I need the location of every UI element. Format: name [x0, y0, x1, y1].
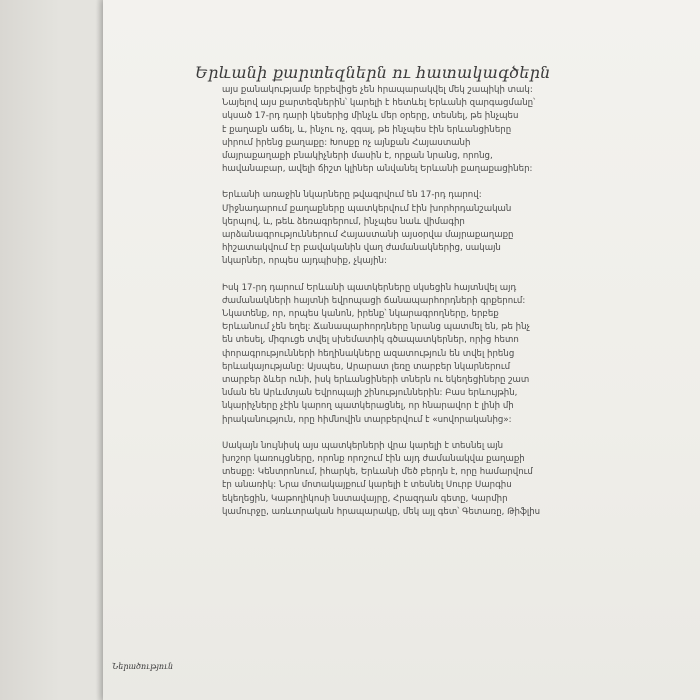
body-text	[222, 84, 578, 532]
text-line: Երևանում չեն եղել: Ճանապարհորդները նրանց պատմել են, թե ինչ	[222, 322, 531, 333]
text-line: սիրում իրենց քաղաքը: Խոսքը ոչ այնքան Հայաստանի	[222, 137, 471, 148]
text-line: խոշոր կառույցները, որոնք որոշում էին այդ ժամանակվա քաղաքի	[222, 454, 525, 465]
text-line: մայրաքաղաքի բնակիչների մասին է, որքան նրանց, որոնց,	[222, 151, 493, 162]
paragraph-4	[222, 440, 578, 519]
text-line: է քաղաքն աճել, և, ինչու ոչ, զգալ, թե ինչպես էին երևանցիները	[222, 124, 512, 135]
page-title: Երևանի քարտեզներն ու հատակագծերն	[195, 63, 551, 82]
text-line: կամուրջը, առևտրական հրապարակը, մեկ այլ գետ՝ Գետառը, Թիֆլիս	[222, 506, 541, 517]
text-line: Իսկ 17-րդ դարում Երևանի պատկերները սկսեցին հայտնվել այդ	[222, 282, 517, 293]
text-line: Երևանի առաջին նկարները թվագրվում են 17-րդ դարով:	[222, 190, 482, 201]
text-line: այս քանակությամբ երբեվիցե չեն հրապարակվել մեկ շապիկի տակ:	[222, 85, 533, 95]
running-footer: Ներածություն	[112, 662, 174, 671]
text-line: ժամանակների հայտնի եվրոպացի ճանապարհորդների գրքերում:	[222, 295, 526, 306]
text-line: իրականություն, որը հիմնովին տարբերվում է «սովորականից»:	[222, 414, 512, 425]
paragraph-1	[222, 84, 578, 176]
text-line: նման են Արևմտյան Եվրոպայի շինություններին: Բաս երևույթին,	[222, 388, 518, 399]
text-line: Նայելով այս քարտեզներին՝ կարելի է հետևել Երևանի զարգացմանը՝	[222, 98, 536, 109]
text-line: Նկատենք, որ, որպես կանոն, իրենք՝ նկարագրողները, երբեք	[222, 309, 499, 320]
text-line: եկեղեցին, Կաթողիկոսի նստավայրը, Հրազդան գետը, Կարմիր	[222, 493, 508, 504]
text-line: սկսած 17-րդ դարի կեսերից մինչև մեր օրերը, տեսնել, թե ինչպես	[222, 111, 519, 122]
text-line: էր անառիկ: Նրա մոտակայքում կարելի է տեսնել Սուրբ Սարգիս	[222, 480, 512, 491]
text-line: արձանագրություններում Հայաստանի այսօրվա մայրաքաղաքը	[222, 230, 514, 241]
text-line: տեսքը: Կենտրոնում, իհարկե, Երևանի մեծ բերդն է, որը համարվում	[222, 467, 533, 478]
text-line: հիշատակվում էր բավականին վաղ ժամանակներից, սակայն	[222, 243, 501, 254]
text-line: են տեսել, միգուցե տվել սխեմատիկ գծապատկերներ, որից հետո	[222, 335, 519, 346]
text-line: տարբեր ձևեր ունի, իսկ երևանցիների տներն ու եկեղեցիները շատ	[222, 375, 530, 386]
paragraph-3	[222, 282, 578, 427]
text-line: նկարներ, որպես այդպիսիք, չկային:	[222, 256, 387, 267]
text-line: Միջնադարում քաղաքները պատկերվում էին խորհրդանշական	[222, 203, 512, 214]
text-line: Սակայն նույնիսկ այս պատկերների վրա կարելի է տեսնել այն	[222, 440, 504, 451]
text-line: երևակայությանը: Այսպես, Արարատ լեռը տարբեր նկարներում	[222, 361, 511, 372]
text-line: փորագրությունների հեղինակները ազատություն են տվել իրենց	[222, 348, 515, 359]
text-line: հավանաբար, ավելի ճիշտ կլիներ անվանել Երևանի քաղաքացիներ:	[222, 164, 533, 175]
text-line: կերպով, և, թեև ձեռագրերում, ինչպես նաև վիմագիր	[222, 216, 465, 227]
text-line: նկարիչները չէին կարող պատկերացնել, որ հնարավոր է լինի մի	[222, 401, 514, 412]
paragraph-2	[222, 189, 578, 268]
